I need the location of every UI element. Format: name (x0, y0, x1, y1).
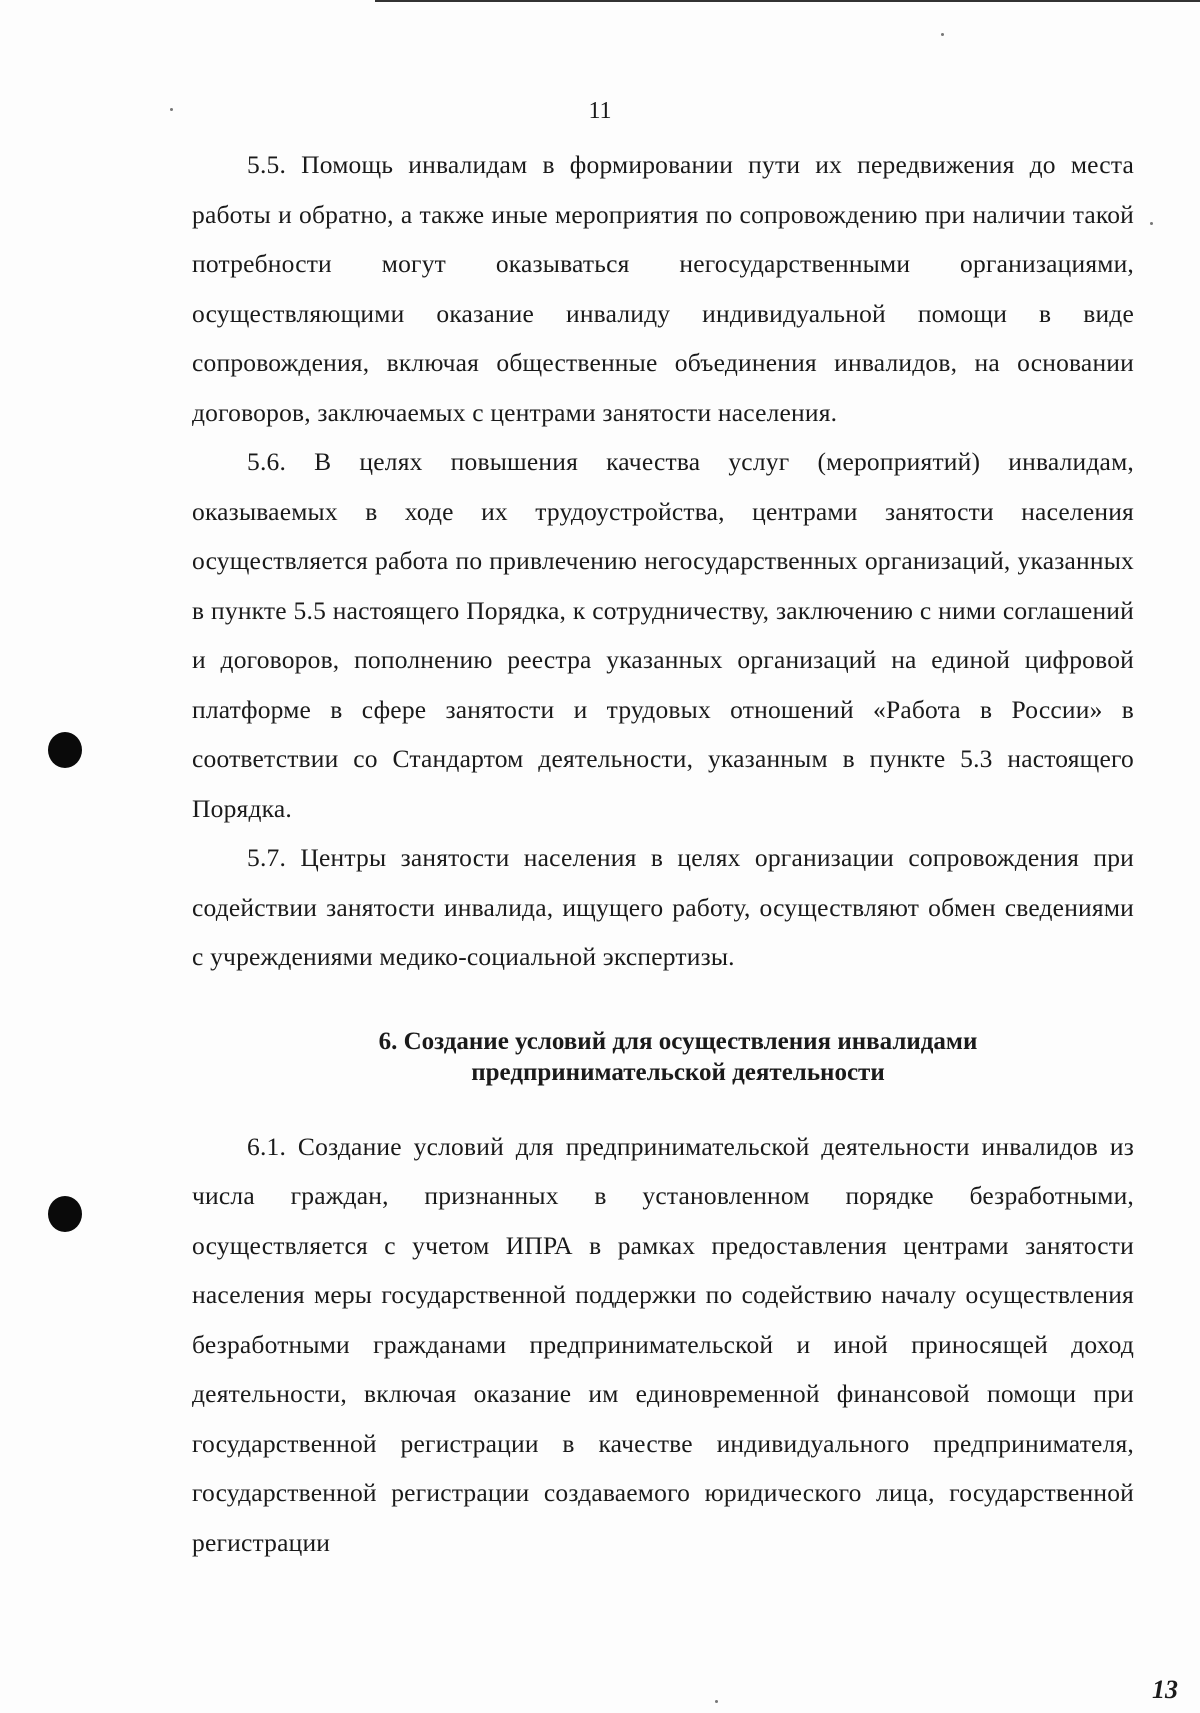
scan-speck (170, 108, 173, 111)
punch-hole-top (48, 732, 82, 768)
document-body (192, 140, 1134, 1567)
top-rule (375, 0, 1200, 2)
folio-number: 13 (1152, 1675, 1178, 1704)
paragraph-6-1: 6.1. Создание условий для предпринимательской деятельности инвалидов из числа граждан, признанных в установленном порядке безработными, осуществляется с учетом ИПРА в рамках предоставления центрами занятости населения меры государственной поддержки по содействию началу осуществления безработными гражданами предпринимательской и иной приносящей доход деятельности, включая оказание им единовременной финансовой помощи при государственной регистрации в качестве индивидуального предпринимателя, государственной регистрации создаваемого юридического лица, государственной регистрации (192, 1131, 1134, 1557)
scan-speck (715, 1700, 718, 1703)
section-6-heading (192, 1026, 1134, 1088)
page-number: 11 (588, 98, 612, 124)
punch-hole-bottom (48, 1196, 82, 1232)
paragraph-5-7: 5.7. Центры занятости населения в целях организации сопровождения при содействии занятости инвалида, ищущего работу, осуществляют обмен сведениями с учреждениями медико-социальной экспертизы. (192, 843, 1134, 971)
paragraph-5-6: 5.6. В целях повышения качества услуг (мероприятий) инвалидам, оказываемых в ходе их трудоустройства, центрами занятости населения осуществляется работа по привлечению негосударственных организаций, указанных в пункте 5.5 настоящего Порядка, к сотрудничеству, заключению с ними соглашений и договоров, пополнению реестра указанных организаций на единой цифровой платформе в сфере занятости и трудовых отношений «Работа в России» в соответствии со Стандартом деятельности, указанным в пункте 5.3 настоящего Порядка. (192, 447, 1134, 823)
paragraph-5-5: 5.5. Помощь инвалидам в формировании пути их передвижения до места работы и обратно, а также иные мероприятия по сопровождению при наличии такой потребности могут оказываться негосударственными организациями, осуществляющими оказание инвалиду индивидуальной помощи в виде сопровождения, включая общественные объединения инвалидов, на основании договоров, заключаемых с центрами занятости населения. (192, 150, 1134, 427)
scan-speck (941, 33, 944, 36)
section-6-title-line1: 6. Создание условий для осуществления инвалидами (378, 1027, 978, 1055)
scan-speck (1150, 222, 1153, 225)
section-6-title-line2: предпринимательской деятельности (471, 1058, 885, 1086)
